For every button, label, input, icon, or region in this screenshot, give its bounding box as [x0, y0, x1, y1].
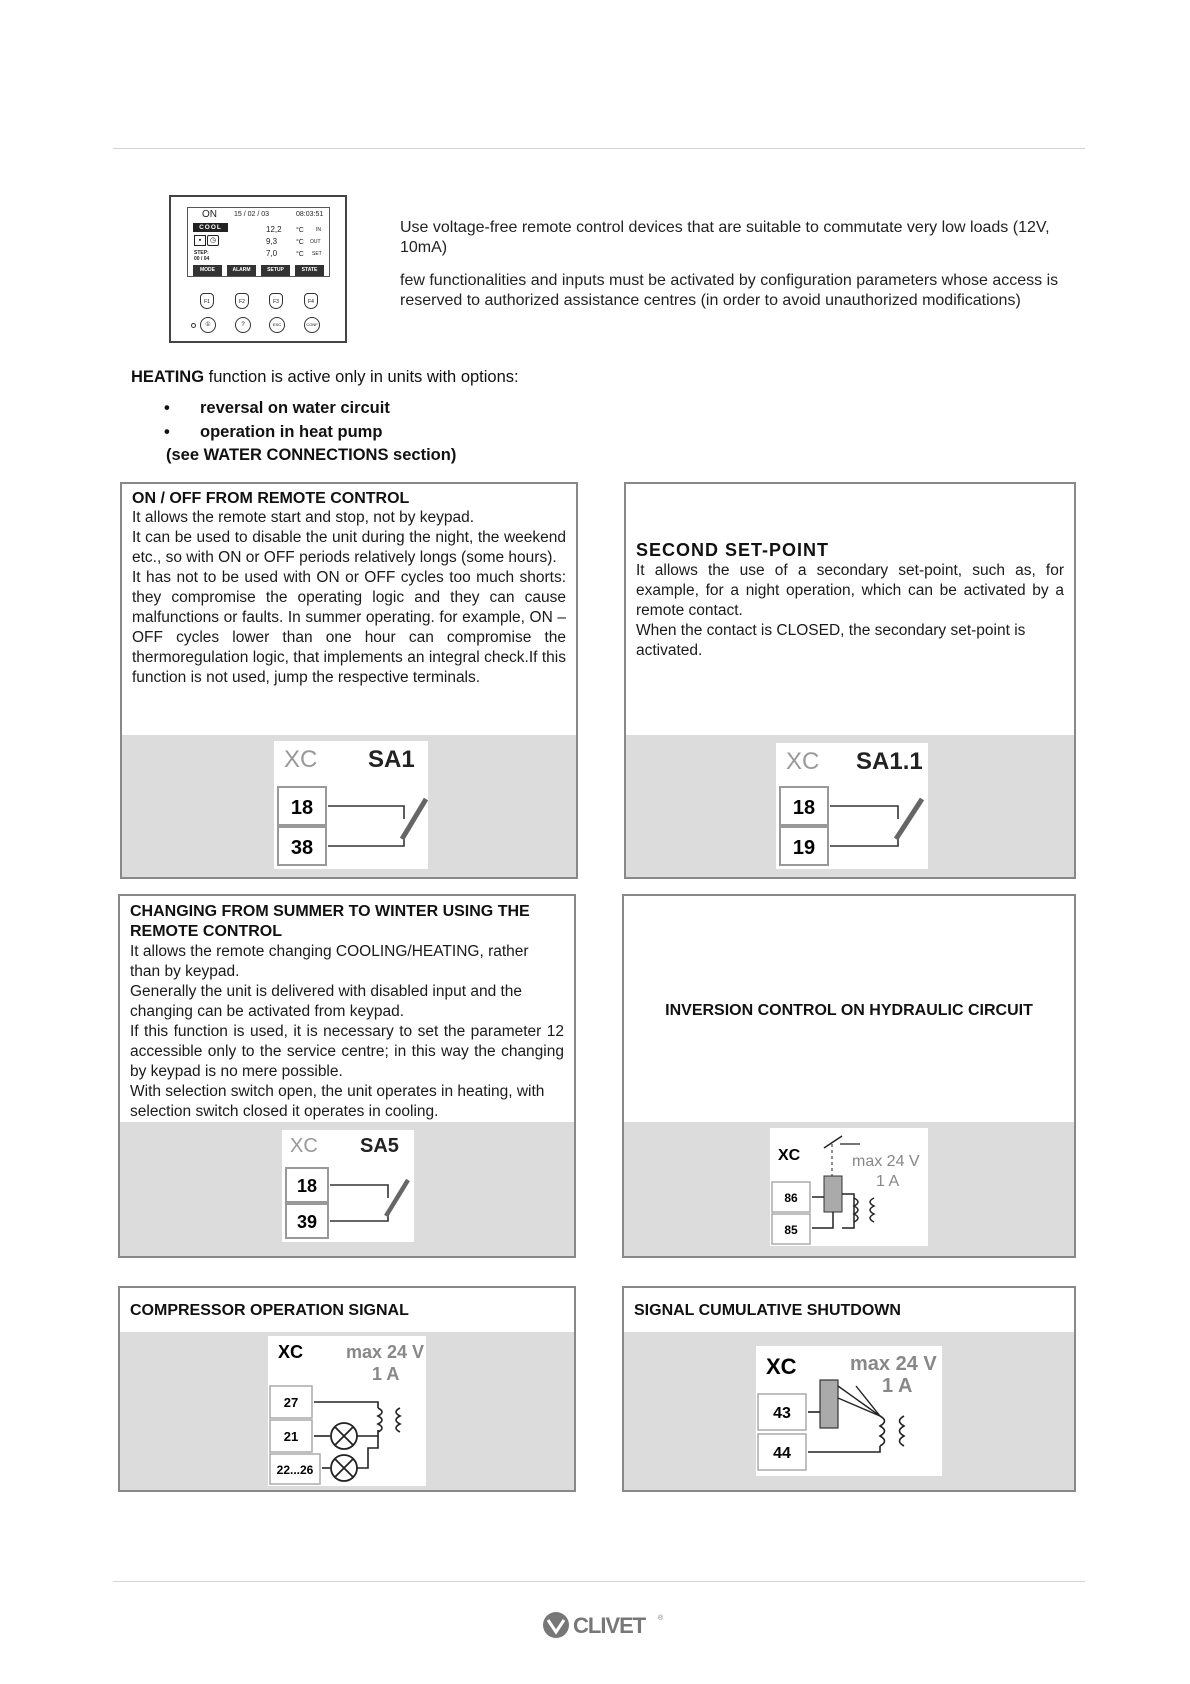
terminal-number: 85 [784, 1223, 798, 1237]
max-current-label: 1 A [876, 1173, 900, 1190]
diagram-area [624, 1332, 1074, 1490]
esc-key: ESC [269, 317, 285, 333]
box-text: Generally the unit is delivered with disabled input and the changing can be activated from keypad. [130, 983, 523, 1020]
wiring-diagram [776, 743, 928, 869]
intro-paragraph-1: Use voltage-free remote control devices that are suitable to commutate very low loads (12V, 10mA) [400, 219, 1050, 256]
xc-label: XC [278, 1342, 304, 1362]
box-text: If this function is used, it is necessary to set the parameter 12 accessible only to the service centre; in this way the changing by keypad is no mere possible. [130, 1023, 564, 1080]
wire [808, 1446, 880, 1452]
transformer-winding [870, 1198, 874, 1222]
keypad-time: 08:03:51 [296, 211, 324, 218]
transformer-winding [396, 1408, 400, 1432]
keypad-status: ON [202, 209, 217, 220]
box-compressor-signal [118, 1286, 576, 1492]
bullet-text: reversal on water circuit [200, 399, 390, 417]
terminal-number: 43 [773, 1405, 791, 1422]
switch-label: SA5 [360, 1135, 399, 1157]
xc-label: XC [290, 1135, 318, 1157]
diagram-area [122, 735, 576, 877]
box-title: INVERSION CONTROL ON HYDRAULIC CIRCUIT [665, 1002, 1033, 1019]
wire [357, 1436, 378, 1468]
wire [830, 836, 898, 846]
reading-label: SET [312, 251, 322, 257]
tab-setup: SETUP [261, 265, 290, 276]
reading-unit: °C [296, 239, 304, 246]
box-title: ON / OFF FROM REMOTE CONTROL [132, 490, 410, 507]
help-key: ? [235, 317, 251, 333]
reading-value: 9,3 [266, 237, 278, 246]
wire [357, 1430, 378, 1436]
box-summer-winter [118, 894, 576, 1258]
diagram-area [624, 1122, 1074, 1256]
heating-strong: HEATING [131, 368, 205, 386]
function-key-f2: F2 [235, 293, 249, 309]
box-second-setpoint [624, 482, 1076, 879]
header-rule [113, 148, 1085, 149]
reading-label: OUT [310, 239, 321, 245]
max-voltage-label: max 24 V [852, 1153, 920, 1170]
xc-label: XC [766, 1354, 797, 1379]
reading-label: IN [316, 227, 321, 233]
keypad-screen [187, 207, 330, 277]
function-key-f1: F1 [200, 293, 214, 309]
terminal-number: 44 [773, 1445, 791, 1462]
tab-mode: MODE [193, 265, 222, 276]
box-text: It allows the remote changing COOLING/HEATING, rather than by keypad. [130, 943, 529, 980]
max-voltage-label: max 24 V [346, 1342, 425, 1362]
switch-contact [386, 1180, 408, 1216]
diagram-area [626, 735, 1074, 877]
reading-value: 12,2 [266, 225, 282, 234]
xc-label: XC [778, 1147, 801, 1164]
transformer-winding [900, 1416, 905, 1446]
switch-label: SA1 [368, 746, 415, 773]
terminal-number: 39 [296, 1212, 318, 1232]
keypad-illustration [169, 195, 347, 343]
keypad-mode: COOL [193, 223, 228, 232]
led-indicator [191, 323, 196, 328]
clivet-logo [540, 1610, 670, 1640]
tab-state: STATE [295, 265, 324, 276]
step-value: 00 / 04 [194, 256, 210, 262]
wiring-diagram [268, 1336, 426, 1486]
wire [812, 1212, 833, 1228]
switch-contact [824, 1136, 842, 1148]
keypad-date: 15 / 02 / 03 [234, 211, 270, 218]
diagram-area [120, 1332, 574, 1490]
diagram-area [120, 1122, 574, 1256]
wiring-diagram [770, 1128, 928, 1246]
relay-coil [820, 1380, 838, 1428]
box-title: CHANGING FROM SUMMER TO WINTER USING THE REMOTE CONTROL [130, 903, 530, 940]
wire [328, 806, 404, 819]
heating-note [131, 368, 519, 387]
step-label: STEP: [194, 250, 209, 256]
terminal-number: 22...26 [276, 1463, 314, 1477]
wiring-diagram [274, 741, 428, 869]
xc-label: XC [786, 748, 820, 775]
wiring-diagram [282, 1130, 414, 1242]
reading-unit: °C [296, 227, 304, 234]
terminal-number: 27 [283, 1395, 299, 1410]
terminal-number: 38 [290, 837, 314, 859]
wiring-diagram [756, 1346, 942, 1476]
switch-label: SA1.1 [856, 748, 923, 775]
intro-paragraph-2: few functionalities and inputs must be activated by configuration parameters whose access is reserved to authorized assistance centres (in order to avoid unauthorized modifications) [400, 272, 1059, 309]
box-text: It can be used to disable the unit during the night, the weekend etc., so with ON or OFF periods relatively longs (some hours). [132, 529, 566, 566]
wire [830, 806, 898, 819]
bullet-text: operation in heat pump [200, 423, 383, 441]
terminal-number: 19 [792, 837, 816, 859]
wire [330, 1213, 388, 1221]
reading-value: 7,0 [266, 249, 278, 258]
logo-registered: ® [658, 1615, 664, 1622]
wire [314, 1402, 378, 1408]
reading-unit: °C [296, 251, 304, 258]
wire [842, 1194, 854, 1228]
wire [330, 1185, 388, 1198]
relay-coil [824, 1176, 842, 1212]
box-title: SIGNAL CUMULATIVE SHUTDOWN [634, 1302, 901, 1319]
footer-rule [113, 1581, 1085, 1582]
max-current-label: 1 A [372, 1364, 400, 1384]
heating-rest: function is active only in units with options: [204, 368, 519, 386]
logo-text: CLIVET [573, 1613, 646, 1638]
tab-alarm: ALARM [227, 265, 256, 276]
wire [328, 836, 404, 846]
box-title: SECOND SET-POINT [636, 540, 830, 560]
function-key-f4: F4 [304, 293, 318, 309]
box-text: When the contact is CLOSED, the secondary set-point is activated. [636, 622, 1026, 659]
box-title: COMPRESSOR OPERATION SIGNAL [130, 1302, 409, 1319]
terminal-number: 86 [784, 1191, 798, 1205]
conf-key: CONF [304, 317, 320, 333]
terminal-number: 18 [296, 1176, 318, 1196]
box-onoff [120, 482, 578, 879]
clock-icon: ◷ [207, 235, 219, 246]
box-cumulative-shutdown [622, 1286, 1076, 1492]
max-current-label: 1 A [882, 1375, 913, 1397]
box-text: It allows the use of a secondary set-point, such as, for example, for a night operation, which can be activated by a remote contact. [636, 562, 1064, 619]
see-water-connections: (see WATER CONNECTIONS section) [166, 446, 457, 464]
terminal-number: 21 [283, 1429, 299, 1444]
switch-contact [896, 799, 922, 839]
fan-icon: ▪ [194, 235, 206, 246]
box-text: With selection switch open, the unit operates in heating, with selection switch closed it operates in cooling. [130, 1083, 545, 1120]
switch-contact [402, 799, 426, 839]
terminal-number: 18 [290, 797, 314, 819]
box-inversion-control [622, 894, 1076, 1258]
transformer-winding [378, 1408, 382, 1432]
terminal-number: 18 [792, 797, 816, 819]
xc-label: XC [284, 746, 318, 773]
box-text: It has not to be used with ON or OFF cycles too much shorts: they compromise the operating logic and they can cause malfunctions or faults. In summer operating. for example, ON –OFF cycles lower than one hour can compromise the thermoregulation logic, that implements an integral check.If this function is not used, jump the respective terminals. [132, 569, 566, 686]
power-key-icon: ① [200, 317, 216, 333]
box-text: It allows the remote start and stop, not by keypad. [132, 509, 475, 526]
transformer-winding [880, 1416, 885, 1446]
function-key-f3: F3 [269, 293, 283, 309]
max-voltage-label: max 24 V [850, 1353, 937, 1375]
